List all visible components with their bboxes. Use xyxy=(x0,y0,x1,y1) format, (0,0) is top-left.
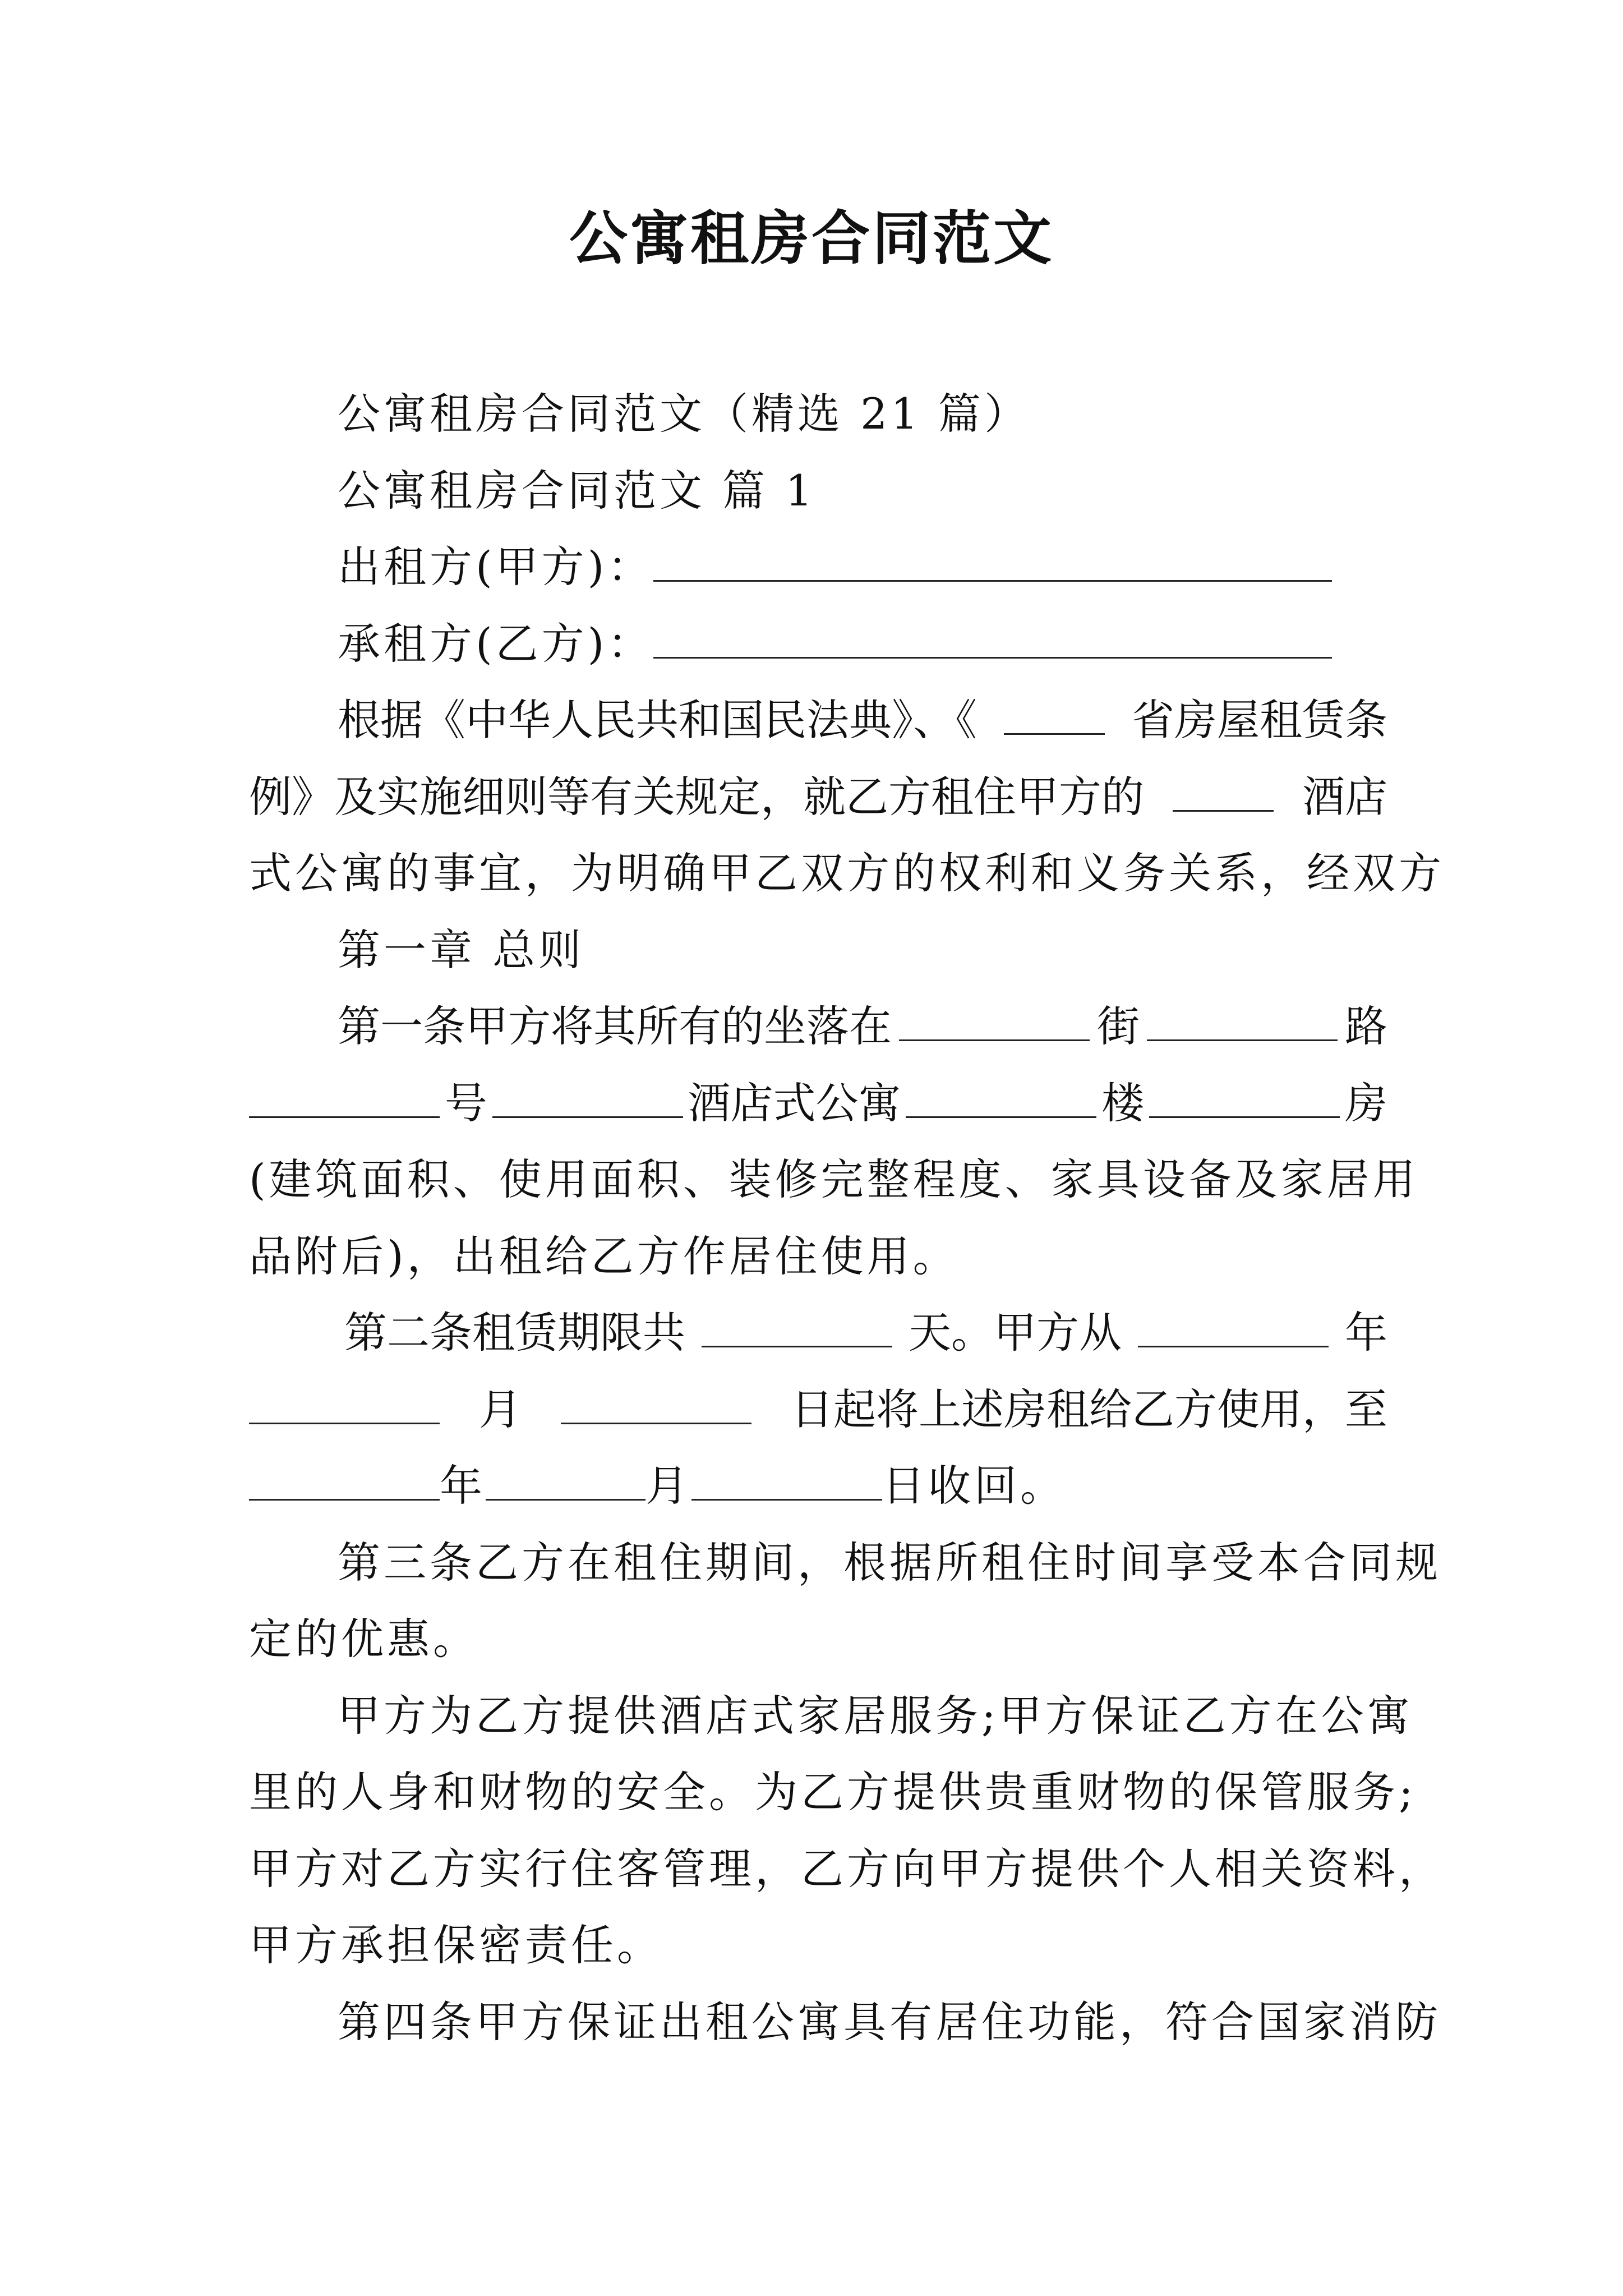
lessee-line xyxy=(249,606,1387,683)
article-text: 路 xyxy=(1345,1001,1387,1051)
lessee-label: 承租方(乙方)： xyxy=(338,618,654,669)
intro-line-1 xyxy=(249,682,1387,759)
article1-line-1 xyxy=(249,988,1387,1065)
lessor-line xyxy=(249,529,1387,606)
article3-line-1: 第三条乙方在租住期间，根据所租住时间享受本合同规 xyxy=(338,1537,1441,1588)
end-year-blank xyxy=(249,1462,440,1501)
apartment-blank xyxy=(492,1079,683,1118)
street-blank xyxy=(899,1002,1090,1041)
article-text: 月 xyxy=(645,1461,691,1511)
article-text: 房 xyxy=(1344,1078,1387,1128)
building-blank xyxy=(906,1079,1096,1118)
document-body xyxy=(249,376,1445,2060)
subtitle: 公寓租房合同范文（精选 21 篇） xyxy=(338,389,1031,439)
intro-text: 例》及实施细则等有关规定，就乙方租住甲方的 xyxy=(249,771,1144,822)
lessor-label: 出租方(甲方)： xyxy=(338,542,654,592)
road-blank xyxy=(1147,1002,1338,1041)
article2-line-2 xyxy=(249,1372,1387,1448)
intro-text: 酒店 xyxy=(1302,771,1387,822)
article4-line-1: 第四条甲方保证出租公寓具有居住功能，符合国家消防 xyxy=(338,1996,1441,2047)
document-title: 公寓租房合同范文 xyxy=(569,204,1054,273)
province-blank xyxy=(1004,696,1105,735)
intro-line-2 xyxy=(249,759,1387,836)
article2-line-3 xyxy=(249,1448,1387,1525)
article1-line-2 xyxy=(249,1065,1387,1142)
start-year-blank xyxy=(1138,1309,1329,1347)
article-text: 月 xyxy=(479,1384,522,1434)
article-text: 日收回。 xyxy=(882,1461,1066,1511)
chapter-heading: 第一章 总则 xyxy=(338,924,585,975)
article1-line-3: (建筑面积、使用面积、装修完整程度、家具设备及家居用 xyxy=(249,1154,1419,1204)
days-blank xyxy=(702,1309,892,1347)
article-text: 第二条租赁期限共 xyxy=(344,1308,685,1358)
article-text: 酒店式公寓 xyxy=(688,1078,901,1128)
article-text: 天。甲方从 xyxy=(909,1308,1122,1358)
article2-line-1 xyxy=(249,1295,1387,1372)
services-line-1: 甲方为乙方提供酒店式家居服务;甲方保证乙方在公寓 xyxy=(338,1690,1413,1741)
article-text: 楼 xyxy=(1101,1078,1145,1128)
services-line-2: 里的人身和财物的安全。为乙方提供贵重财物的保管服务; xyxy=(249,1767,1417,1817)
services-line-4: 甲方承担保密责任。 xyxy=(249,1920,663,1970)
article-text: 年 xyxy=(440,1461,486,1511)
services-line-3: 甲方对乙方实行住客管理，乙方向甲方提供个人相关资料， xyxy=(249,1843,1445,1894)
intro-text: 根据《中华人民共和国民法典》、《 xyxy=(338,695,977,745)
hotel-name-blank xyxy=(1173,773,1274,812)
section-heading: 公寓租房合同范文 篇 1 xyxy=(338,465,816,516)
article-text: 第一条甲方将其所有的坐落在 xyxy=(338,1001,892,1051)
article-text: 街 xyxy=(1097,1001,1140,1051)
end-month-blank xyxy=(486,1462,645,1501)
article-text: 日起将上述房租给乙方使用，至 xyxy=(791,1384,1387,1434)
lessee-blank xyxy=(653,620,1332,659)
start-month-blank xyxy=(249,1386,440,1424)
start-day-blank xyxy=(561,1386,751,1424)
article-text: 年 xyxy=(1345,1308,1387,1358)
article3-line-2: 定的优惠。 xyxy=(249,1614,479,1664)
article1-line-4: 品附后)，出租给乙方作居住使用。 xyxy=(249,1231,959,1281)
number-blank xyxy=(249,1079,440,1118)
room-blank xyxy=(1149,1079,1340,1118)
intro-text: 省房屋租赁条 xyxy=(1132,695,1387,745)
intro-line-3: 式公寓的事宜，为明确甲乙双方的权利和义务关系，经双方 xyxy=(249,848,1445,898)
end-day-blank xyxy=(691,1462,882,1501)
lessor-blank xyxy=(653,543,1332,582)
article-text: 号 xyxy=(444,1078,487,1128)
